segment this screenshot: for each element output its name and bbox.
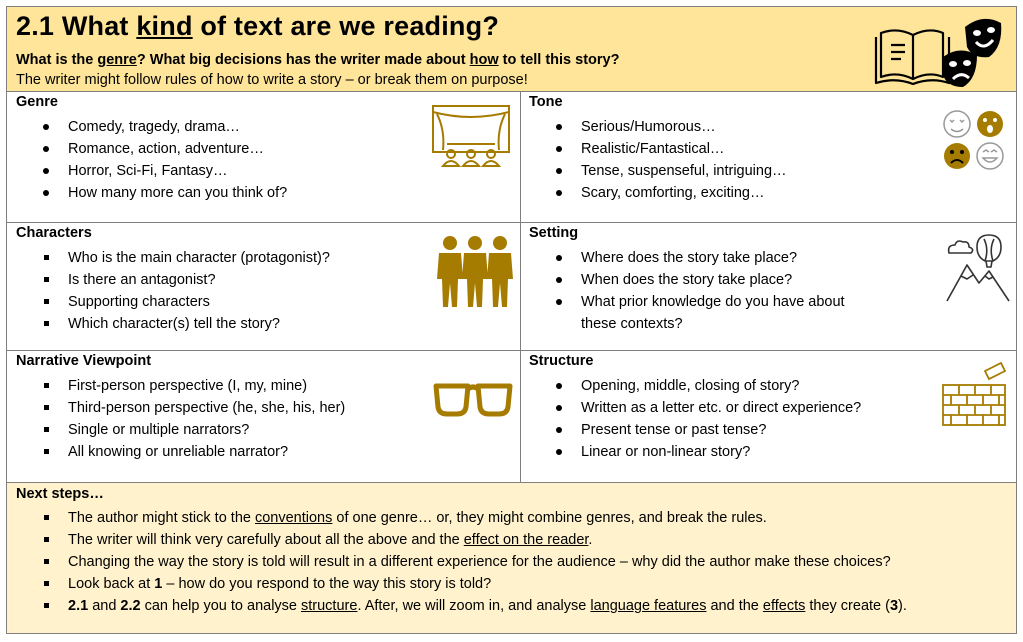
sad-emoji-icon	[944, 143, 970, 169]
list-item: Comedy, tragedy, drama…	[16, 116, 287, 138]
next-steps-heading: Next steps…	[16, 486, 104, 502]
theatre-stage-audience-icon	[431, 104, 511, 174]
list-item: Present tense or past tense?	[529, 419, 861, 441]
next-steps-list	[16, 507, 907, 617]
emoji-faces-icon	[941, 108, 1007, 172]
genre-section	[7, 91, 520, 222]
list-item: Serious/Humorous…	[529, 116, 787, 138]
group-of-people-icon	[435, 235, 515, 309]
list-item: Written as a letter etc. or direct experience?	[529, 397, 861, 419]
characters-list	[16, 247, 330, 335]
list-item: Third-person perspective (he, she, his, her)	[16, 397, 345, 419]
structure-list	[529, 375, 861, 463]
brick-wall-icon	[939, 357, 1011, 429]
list-item: How many more can you think of?	[16, 182, 287, 204]
list-item: Look back at 1 – how do you respond to the way this story is told?	[16, 573, 907, 595]
setting-heading: Setting	[529, 225, 579, 241]
viewpoint-list	[16, 375, 345, 463]
open-book-icon	[876, 30, 949, 84]
structure-heading: Structure	[529, 353, 594, 369]
laughing-emoji-icon	[977, 143, 1003, 169]
worksheet	[6, 6, 1017, 634]
cloud-icon	[949, 241, 973, 253]
setting-list	[529, 247, 869, 335]
header-question: What is the genre? What big decisions has the writer made about how to tell this story?	[16, 52, 620, 68]
list-item: The writer will think very carefully about all the above and the effect on the reader.	[16, 529, 907, 551]
list-item: Changing the way the story is told will result in a different experience for the audience – why did the author make these choices?	[16, 551, 907, 573]
header-note: The writer might follow rules of how to write a story – or break them on purpose!	[16, 72, 528, 88]
characters-heading: Characters	[16, 225, 92, 241]
list-item: All knowing or unreliable narrator?	[16, 441, 345, 463]
balloon-mountains-icon	[945, 231, 1011, 303]
glasses-icon	[433, 381, 513, 419]
list-item: First-person perspective (I, my, mine)	[16, 375, 345, 397]
setting-section	[520, 222, 1016, 350]
list-item: 2.1 and 2.2 can help you to analyse structure. After, we will zoom in, and analyse language features and the effects they create (3).	[16, 595, 907, 617]
list-item: Scary, comforting, exciting…	[529, 182, 787, 204]
genre-heading: Genre	[16, 94, 58, 110]
list-item: The author might stick to the conventions of one genre… or, they might combine genres, and break the rules.	[16, 507, 907, 529]
list-item: What prior knowledge do you have about these contexts?	[529, 291, 869, 335]
viewpoint-section	[7, 350, 520, 482]
theatre-masks-icon	[943, 19, 1001, 87]
viewpoint-heading: Narrative Viewpoint	[16, 353, 152, 369]
list-item: Romance, action, adventure…	[16, 138, 287, 160]
tone-list	[529, 116, 787, 204]
list-item: Which character(s) tell the story?	[16, 313, 330, 335]
surprised-emoji-icon	[977, 111, 1003, 137]
list-item: When does the story take place?	[529, 269, 869, 291]
structure-section	[520, 350, 1016, 482]
list-item: Horror, Sci-Fi, Fantasy…	[16, 160, 287, 182]
header-banner	[7, 7, 1016, 91]
list-item: Tense, suspenseful, intriguing…	[529, 160, 787, 182]
mountains-icon	[947, 265, 1009, 301]
list-item: Where does the story take place?	[529, 247, 869, 269]
list-item: Realistic/Fantastical…	[529, 138, 787, 160]
tone-section	[520, 91, 1016, 222]
next-steps-section	[7, 482, 1016, 633]
list-item: Supporting characters	[16, 291, 330, 313]
book-and-masks-icon	[873, 13, 1003, 89]
list-item: Is there an antagonist?	[16, 269, 330, 291]
page-title: 2.1 What kind of text are we reading?	[16, 11, 500, 41]
characters-section	[7, 222, 520, 350]
list-item: Opening, middle, closing of story?	[529, 375, 861, 397]
list-item: Single or multiple narrators?	[16, 419, 345, 441]
genre-list	[16, 116, 287, 204]
list-item: Linear or non-linear story?	[529, 441, 861, 463]
star-eyes-emoji-icon	[944, 111, 970, 137]
tone-heading: Tone	[529, 94, 563, 110]
hot-air-balloon-icon	[977, 235, 1001, 267]
list-item: Who is the main character (protagonist)?	[16, 247, 330, 269]
